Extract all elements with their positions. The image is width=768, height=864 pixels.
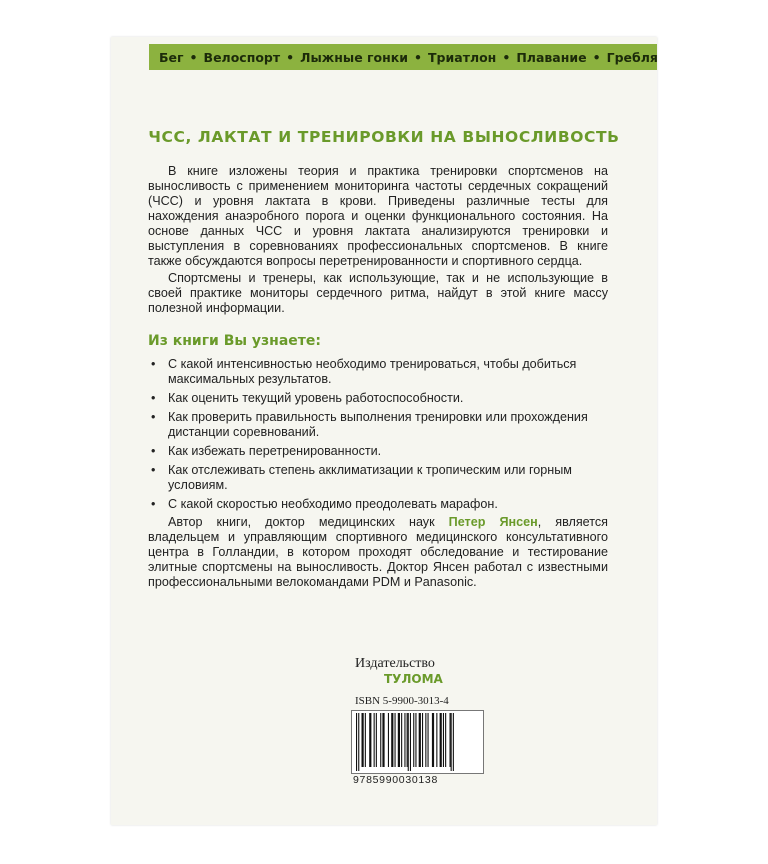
bullet-icon: • (151, 357, 156, 371)
paragraph-text: Спортсмены и тренеры, как использующие, так и не использующие в своей практике мониторы сердечного ритма, найдут в этой книге массу полезной информации. (148, 271, 608, 315)
barcode-bar (436, 713, 437, 767)
separator-dot: • (502, 49, 511, 65)
barcode-bar (419, 713, 421, 767)
list-item (148, 410, 618, 440)
sport-label: Гребля (606, 49, 658, 65)
author-text-after: , является владельцем и управляющим спортивного медицинского консультативного центра в Голландии, в котором проходят обследование и тестирование элитные спортсмены на выносливость. Доктор Янсен работал с известными профессиональными велокомандами PDM и Panasonic. (148, 515, 608, 589)
separator-dot: • (414, 49, 423, 65)
publisher-name: ТУЛОМА (384, 672, 443, 686)
barcode-bar (356, 713, 357, 771)
barcode-image (351, 710, 484, 774)
author-paragraph (148, 515, 608, 590)
list-item-text: Как оценить текущий уровень работоспособности. (168, 391, 464, 405)
bullet-icon: • (151, 410, 156, 424)
sport-label: Триатлон (428, 49, 497, 65)
barcode-bar (376, 713, 377, 767)
sports-banner (149, 44, 657, 70)
separator-dot: • (592, 49, 601, 65)
barcode-bar (388, 713, 389, 767)
barcode-bar (382, 713, 384, 767)
book-back-cover (111, 37, 657, 825)
description-paragraph-1 (148, 164, 608, 269)
barcode-bar (404, 713, 405, 767)
list-item (148, 497, 618, 512)
barcode-bar (391, 713, 393, 767)
list-item-text: С какой скоростью необходимо преодолевать марафон. (168, 497, 498, 511)
barcode-bar (374, 713, 375, 767)
list-item-text: Как проверить правильность выполнения тренировки или прохождения дистанции соревнований. (168, 410, 588, 439)
author-text-before: Автор книги, доктор медицинских наук (168, 515, 449, 529)
barcode-bar (415, 713, 416, 767)
list-item (148, 463, 618, 493)
description-paragraph-2 (148, 271, 608, 316)
barcode-bar (401, 713, 402, 767)
barcode-bar (428, 713, 429, 767)
barcode-bar (450, 713, 451, 767)
barcode-bar (395, 713, 396, 767)
barcode-bars (352, 711, 483, 773)
publisher-label: Издательство (355, 656, 435, 671)
list-item (148, 444, 618, 459)
learn-heading: Из книги Вы узнаете: (148, 333, 321, 349)
list-item-text: Как отслеживать степень акклиматизации к тропическим или горным условиям. (168, 463, 572, 492)
list-item-text: Как избежать перетренированности. (168, 444, 382, 458)
barcode-bar (369, 713, 371, 767)
sport-label: Плавание (516, 49, 587, 65)
learn-list (148, 357, 618, 516)
separator-dot: • (189, 49, 198, 65)
sport-label: Лыжные гонки (300, 49, 409, 65)
barcode-bar (443, 713, 444, 767)
separator-dot: • (286, 49, 295, 65)
barcode-bar (358, 713, 359, 771)
barcode-bar (380, 713, 381, 767)
sport-label: Бег (159, 49, 184, 65)
barcode-bar (425, 713, 426, 767)
paragraph-text (148, 515, 608, 590)
list-item (148, 391, 618, 406)
list-item-text: С какой интенсивностью необходимо тренироваться, чтобы добиться максимальных результатов. (168, 357, 577, 386)
bullet-icon: • (151, 444, 156, 458)
barcode-bar (365, 713, 366, 767)
barcode-bar (445, 713, 446, 767)
barcode-bar (413, 713, 414, 767)
bullet-icon: • (151, 463, 156, 477)
barcode-bar (410, 713, 411, 771)
barcode-bar (432, 713, 434, 767)
list-item (148, 357, 618, 387)
barcode-bar (440, 713, 442, 767)
paragraph-text: В книге изложены теория и практика тренировки спортсменов на выносливость с применением мониторинга частоты сердечных сокращений (ЧСС) и уровня лактата в крови. Приведены различные тесты для нахождения анаэробного порога и оценки функционального состояния. На основе данных ЧСС и уровня лактата анализируются тренировки и выступления в соревнованиях профессиональных спортсменов. В книге также обсуждаются вопросы перетренированности и спортивного сердца. (148, 164, 608, 268)
bullet-icon: • (151, 391, 156, 405)
barcode-bar (398, 713, 400, 767)
barcode-bar (422, 713, 423, 767)
barcode-bar (408, 713, 409, 771)
barcode-bar (407, 713, 408, 767)
barcode-bar (453, 713, 454, 771)
barcode-bar (362, 713, 364, 767)
bullet-icon: • (151, 497, 156, 511)
barcode-bar (451, 713, 452, 771)
isbn-text: ISBN 5-9900-3013-4 (355, 695, 449, 707)
author-name: Петер Янсен (448, 515, 538, 529)
book-title: ЧСС, ЛАКТАТ И ТРЕНИРОВКИ НА ВЫНОСЛИВОСТЬ (148, 128, 620, 146)
sport-label: Велоспорт (203, 49, 281, 65)
barcode-number: 9785990030138 (353, 774, 439, 786)
